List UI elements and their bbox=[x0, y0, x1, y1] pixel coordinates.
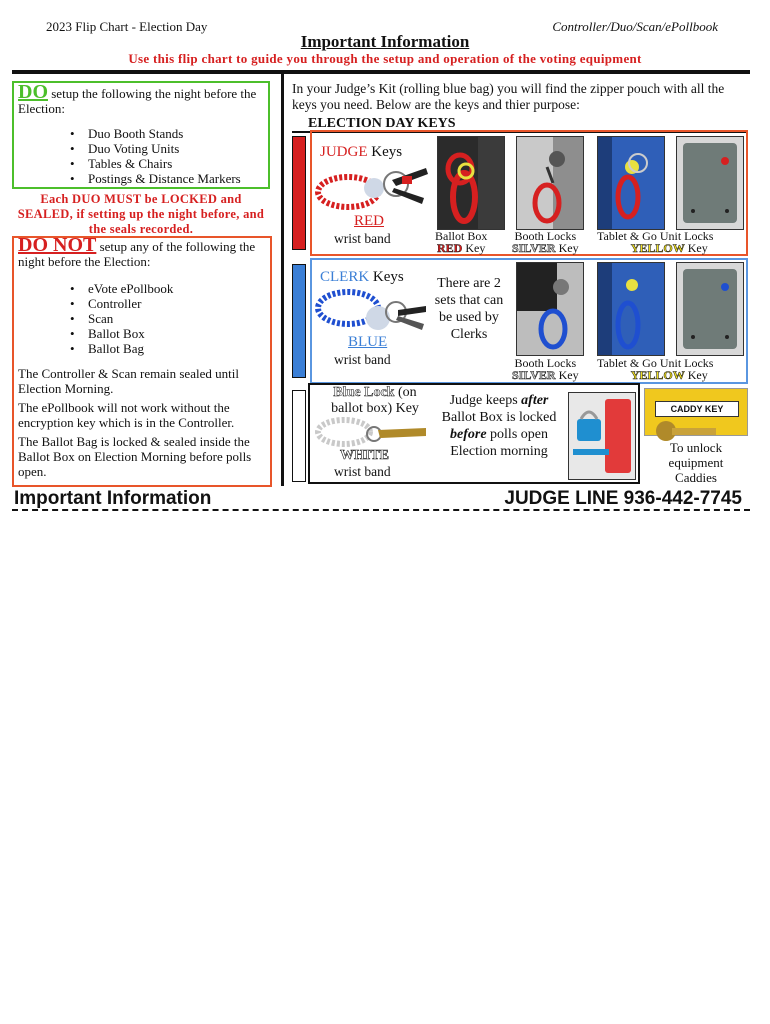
footer-important-info: Important Information bbox=[14, 488, 212, 509]
lock-seal-warning: Each DUO MUST be LOCKED and SEALED, if setting up the night before, and the seals recorded. bbox=[17, 192, 265, 236]
caddy-key-label: CADDY KEY bbox=[655, 401, 739, 417]
judge-line-phone: JUDGE LINE 936-442-7745 bbox=[504, 488, 742, 509]
do-list-item: • Duo Voting Units bbox=[14, 141, 268, 156]
do-list-item: • Tables & Chairs bbox=[14, 156, 268, 171]
judges-kit-intro: In your Judge’s Kit (rolling blue bag) you will find the zipper pouch with all the keys you need. Below are the keys and thier purpose: bbox=[292, 81, 725, 112]
top-divider bbox=[12, 70, 750, 74]
do-not-setup-box bbox=[12, 236, 272, 487]
clerk-band-color: BLUE bbox=[348, 334, 388, 350]
do-list-item: • Duo Booth Stands bbox=[14, 126, 268, 141]
judge-caption-tablet-go: Tablet & Go Unit Locks YELLOW Key bbox=[597, 229, 714, 255]
do-not-note: The Ballot Bag is locked & sealed inside the Ballot Box on Election Morning before polls open. bbox=[18, 434, 252, 479]
caddy-key-note: To unlock equipment Caddies bbox=[668, 440, 724, 485]
blue-wristband-key-icon bbox=[314, 284, 432, 336]
do-not-list-item: • eVote ePollbook bbox=[14, 281, 270, 296]
blue-lock-ballot-bag-photo bbox=[568, 392, 636, 480]
do-not-note: The Controller & Scan remain sealed until Election Morning. bbox=[18, 366, 239, 396]
do-not-list-item: • Ballot Box bbox=[14, 326, 270, 341]
judge-keys-word: Keys bbox=[367, 144, 403, 160]
white-color-bar bbox=[292, 390, 306, 482]
blue-lock-rest: (on ballot box) Key bbox=[331, 385, 419, 416]
clerk-tablet-go-unit-photo bbox=[676, 262, 744, 356]
do-not-list-item: • Controller bbox=[14, 296, 270, 311]
ballot-box-lock-photo bbox=[437, 136, 505, 230]
blue-lock-key-title bbox=[318, 385, 432, 417]
clerk-color-bar bbox=[292, 264, 306, 378]
do-not-list-item: • Scan bbox=[14, 311, 270, 326]
election-day-keys-heading: ELECTION DAY KEYS bbox=[308, 116, 456, 131]
do-not-intro-text: setup any of the following the night before the Election: bbox=[18, 239, 256, 269]
booth-lock-photo bbox=[516, 136, 584, 230]
judge-color-bar bbox=[292, 136, 306, 250]
judge-band-word: wrist band bbox=[334, 231, 391, 246]
do-not-heading: DO NOT bbox=[18, 234, 97, 256]
page-subtitle: Use this flip chart to guide you through the setup and operation of the voting equipment bbox=[128, 51, 642, 66]
header-right-text: Controller/Duo/Scan/ePollbook bbox=[552, 19, 718, 34]
judge-keys-title bbox=[320, 144, 402, 161]
do-intro-text: setup the following the night before the Election: bbox=[18, 86, 257, 116]
red-wristband-key-icon bbox=[314, 162, 432, 214]
clerk-band-word: wrist band bbox=[334, 352, 391, 367]
judge-caption-ballot-box: Ballot Box RED Key bbox=[435, 229, 488, 255]
judge-caption-booth-locks: Booth Locks SILVER Key bbox=[512, 229, 579, 255]
dashed-cut-line bbox=[12, 509, 750, 511]
do-list bbox=[14, 126, 268, 186]
column-divider bbox=[281, 74, 284, 486]
clerk-tablet-go-lock-photo bbox=[597, 262, 665, 356]
tablet-go-lock-photo-judge bbox=[597, 136, 665, 230]
do-heading: DO bbox=[18, 81, 48, 103]
clerk-caption-tablet-go: Tablet & Go Unit Locks YELLOW Key bbox=[597, 356, 714, 382]
judge-label: JUDGE bbox=[320, 144, 368, 160]
do-setup-box bbox=[12, 81, 270, 189]
do-list-item: • Postings & Distance Markers bbox=[14, 171, 268, 186]
do-not-note: The ePollbook will not work without the encryption key which is in the Controller. bbox=[18, 400, 235, 430]
blue-lock-label: Blue Lock bbox=[333, 385, 395, 400]
header-left-text: 2023 Flip Chart - Election Day bbox=[46, 19, 208, 34]
clerk-two-sets-note: There are 2 sets that can be used by Clerks bbox=[434, 276, 504, 342]
white-band-color: WHITE bbox=[340, 448, 390, 463]
clerk-label: CLERK bbox=[320, 269, 370, 285]
clerk-keys-word: Keys bbox=[369, 269, 404, 285]
do-not-list bbox=[14, 281, 270, 356]
clerk-booth-lock-photo bbox=[516, 262, 584, 356]
clerk-caption-booth-locks: Booth Locks SILVER Key bbox=[512, 356, 579, 382]
judge-keeps-note: Judge keeps after Ballot Box is locked before polls open Election morning bbox=[441, 393, 557, 459]
tablet-go-unit-photo-judge bbox=[676, 136, 744, 230]
judge-band-color: RED bbox=[354, 213, 384, 229]
white-band-word: wrist band bbox=[334, 464, 391, 479]
do-not-list-item: • Ballot Bag bbox=[14, 341, 270, 356]
page-title: Important Information bbox=[300, 32, 470, 51]
